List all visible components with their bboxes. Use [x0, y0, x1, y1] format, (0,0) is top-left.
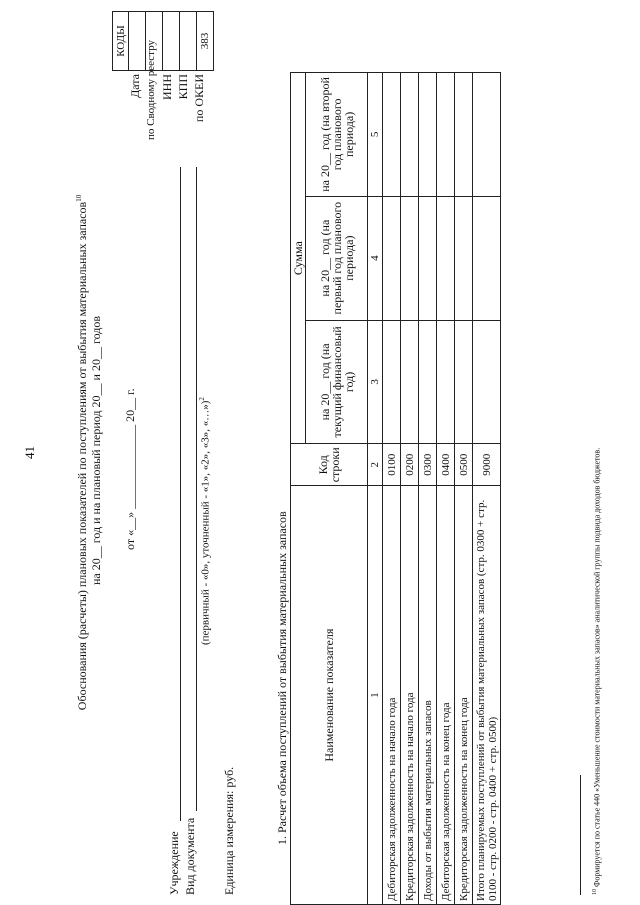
code-kpp-value[interactable]: [180, 12, 197, 71]
th-year3: на 20__ год (на второй год планового периода): [306, 73, 368, 197]
code-label-okei: по ОКЕИ: [192, 74, 206, 123]
row-cell[interactable]: [473, 196, 501, 320]
title-text: Обоснования (расчеты) плановых показателей по поступлениям от выбытия материальных запасов: [75, 201, 89, 711]
row-code: 0400: [437, 444, 455, 486]
code-inn-value[interactable]: [163, 12, 180, 71]
page-number: 41: [22, 446, 37, 459]
col-num-4: 4: [368, 196, 383, 320]
th-sum: Сумма: [291, 73, 306, 444]
row-cell[interactable]: [419, 320, 437, 444]
row-cell[interactable]: [455, 196, 473, 320]
row-cell[interactable]: [455, 73, 473, 197]
doc-type-hint-ref: 2: [198, 397, 206, 401]
th-name: Наименование показателя: [291, 486, 368, 905]
col-num-2: 2: [368, 444, 383, 486]
row-cell[interactable]: [473, 73, 501, 197]
title-period: на 20__ год и на плановый период 20__ и 20__ годов: [89, 315, 103, 585]
date-line: от «__» ______________ 20__ г.: [123, 388, 137, 550]
row-cell[interactable]: [455, 320, 473, 444]
row-cell[interactable]: [383, 320, 401, 444]
doc-type-hint-text: (первичный - «0», уточненный - «1», «2», «3», «…»): [199, 400, 212, 645]
row-code: 0300: [419, 444, 437, 486]
row-cell[interactable]: [401, 320, 419, 444]
codes-labels: [127, 40, 207, 140]
col-num-5: 5: [368, 73, 383, 197]
col-num-3: 3: [368, 320, 383, 444]
row-cell[interactable]: [437, 73, 455, 197]
title-footnote-ref: 10: [75, 194, 83, 202]
col-num-1: 1: [368, 486, 383, 905]
code-label-inn: ИНН: [160, 74, 174, 100]
doc-type-line[interactable]: [196, 167, 197, 811]
code-registry-value[interactable]: [146, 12, 163, 71]
row-code: 0200: [401, 444, 419, 486]
row-name: Кредиторская задолженность на начало года: [401, 486, 419, 905]
th-year1: на 20__ год (на текущий финансовый год): [306, 320, 368, 444]
section-title: 1. Расчет объема поступлений от выбытия материальных запасов: [275, 511, 289, 845]
table-row: [383, 73, 401, 905]
table-row: [473, 73, 501, 905]
row-cell[interactable]: [473, 320, 501, 444]
footnote: [592, 448, 602, 895]
row-name: Дебиторская задолженность на конец года: [437, 486, 455, 905]
table-row: [419, 73, 437, 905]
row-name: Доходы от выбытия материальных запасов: [419, 486, 437, 905]
code-label-kpp: КПП: [176, 74, 190, 100]
doc-type-label: Вид документа: [183, 817, 197, 895]
table-row: [437, 73, 455, 905]
code-label-registry: по Сводному реестру: [145, 40, 157, 140]
unit-label: Единица измерения: руб.: [222, 766, 236, 895]
row-cell[interactable]: [437, 196, 455, 320]
row-cell[interactable]: [437, 320, 455, 444]
row-name: Итого планируемых поступлений от выбытия материальных запасов (стр. 0300 + стр. 0100 - стр. 0200 - стр. 0400 + стр. 0500): [473, 486, 501, 905]
code-label-date: Дата: [128, 74, 142, 98]
codes-table: [112, 11, 214, 71]
main-table: [290, 72, 501, 905]
row-cell[interactable]: [383, 196, 401, 320]
footnote-ref: 10: [592, 889, 598, 895]
row-cell[interactable]: [419, 73, 437, 197]
row-cell[interactable]: [401, 196, 419, 320]
row-code: 0500: [455, 444, 473, 486]
codes-header: КОДЫ: [113, 12, 129, 71]
table-row: [401, 73, 419, 905]
th-year2: на 20__ год (на первый год планового периода): [306, 196, 368, 320]
footnote-text: Формируется по статье 440 «Уменьшение стоимости материальных запасов» аналитической группы подвида доходов бюджетов.: [592, 447, 602, 887]
row-cell[interactable]: [383, 73, 401, 197]
form-title: [75, 0, 90, 905]
row-name: Дебиторская задолженность на начало года: [383, 486, 401, 905]
row-code: 0100: [383, 444, 401, 486]
code-okei-value[interactable]: 383: [197, 12, 214, 71]
row-cell[interactable]: [401, 73, 419, 197]
code-date-value[interactable]: [129, 12, 146, 71]
row-name: Кредиторская задолженность на конец года: [455, 486, 473, 905]
row-code: 9000: [473, 444, 501, 486]
institution-line[interactable]: [180, 167, 181, 821]
row-cell[interactable]: [419, 196, 437, 320]
th-code: Код строки: [291, 444, 368, 486]
institution-label: Учреждение: [167, 831, 181, 895]
table-row: [455, 73, 473, 905]
doc-type-hint: [198, 397, 212, 645]
footnote-rule: [580, 775, 581, 895]
